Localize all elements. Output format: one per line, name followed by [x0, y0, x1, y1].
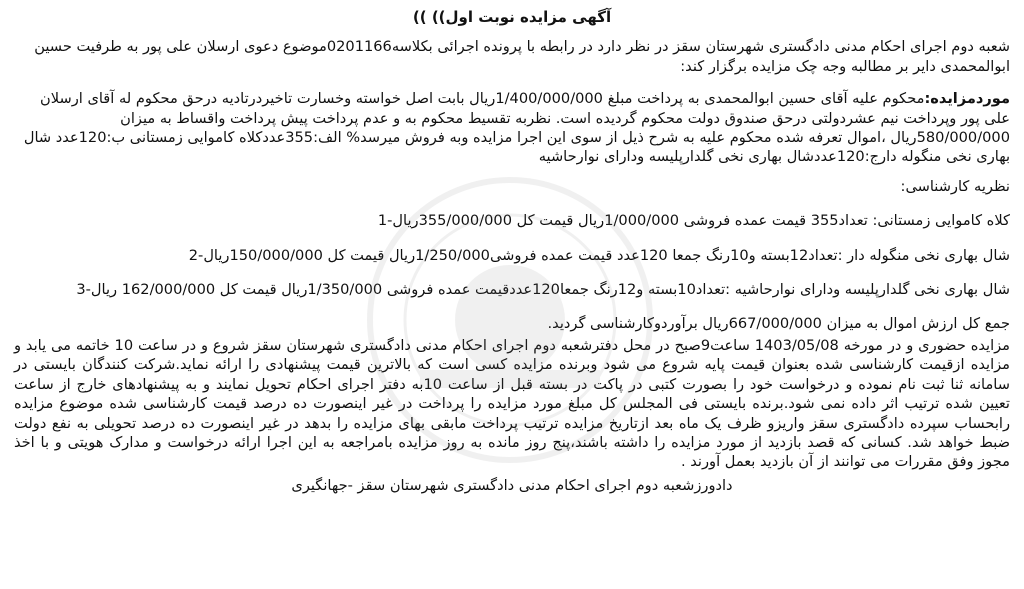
expert-item-3: شال بهاری نخی گلدارپلیسه ودارای نوارحاشیه :تعداد10بسته و12رنگ جمعا120عددقیمت عمده فروشی 1/350/000ریال قیمت کل 162/000/000 ریال-3 — [76, 281, 1010, 299]
expert-item-2: شال بهاری نخی منگوله دار :تعداد12بسته و10رنگ جمعا 120عدد قیمت عمده فروشی1/250/000ریال قیمت کل 150/000/000ریال-2 — [188, 246, 1010, 264]
expert-opinion-heading: نظریه کارشناسی: — [900, 177, 1010, 195]
signature-line: دادورزشعبه دوم اجرای احکام مدنی دادگستری شهرستان سقز -جهانگیری — [291, 476, 733, 494]
total-valuation: جمع کل ارزش اموال به میزان 667/000/000ریال برآوردوکارشناسی گردید. — [547, 315, 1010, 333]
expert-item-1: کلاه کاموایی زمستانی: تعداد355 قیمت عمده فروشی 1/000/000ریال قیمت کل 355/000/000ریال-1 — [377, 212, 1010, 230]
auction-terms-paragraph: مزایده حضوری و در مورخه 1403/05/08 ساعت9صبح در محل دفترشعبه دوم اجرای احکام مدنی دادگستری شهرستان سقز شروع و در ساعت 10 خاتمه می یابد و مزایده ازقیمت کارشناسی شده بعنوان قیمت پایه شروع می شود وبرنده مزایده کسی است که بالاترین قیمت پیشنهادی را ارائه نماید.شرکت کنندگان بایستی در سامانه ثنا ثبت نام نموده و درخواست خود را بصورت کتبی در پاکت در بسته قبل از ساعت 10به دفتر اجرای احکام تحویل نمایند و به پیشنهادهای خارج از ساعت تعیین شده ترتیب اثر داده نمی شود.برنده بایستی فی المجلس کل مبلغ مورد مزایده را پرداخت در غیر اینصورت ده درصد قیمت کارشناسی شده موضوع مزایده رابحساب سپرده دادگستری سقز واریزو ظرف یک ماه بعد ازتاریخ مزایده ترتیب پرداخت مابقی بهای مزایده را بدهد در غیر اینصورت ده درصد تحویلی به نفع دولت ضبط خواهد شد. کسانی که قصد بازدید از مورد مزایده را داشته باشند،پنج روز مانده به روز مزایده بامراجعه به این اجرا ارائه درخواست و مدارک هویتی و با اخذ مجوز وفق مقررات می توانند از آن بازدید بعمل آورند . — [14, 336, 1011, 471]
auction-subject-label: موردمزایده: — [924, 90, 1010, 108]
auction-subject-text: محکوم علیه آقای حسین ابوالمحمدی به پرداخت مبلغ 1/400/000/000ریال بابت اصل خواسته وخسارت تاخیردرتادیه درحق محکوم له آقای ارسلان علی پور وپرداخت نیم عشردولتی درحق صندوق دولت محکوم گردیده است. نظربه تقسیط محکوم به و عدم پرداخت پیش پرداخت واقساط به میزان 580/000/000ریال ،اموال تعرفه شده محکوم علیه به شرح ذیل از سوی این اجرا مزایده وبه فروش میرسد% الف:355عددکلاه کاموایی زمستانی ب:120عدد شال بهاری نخی منگوله دارج:120عددشال بهاری نخی گلدارپلیسه ودارای نوارحاشیه — [23, 90, 1010, 166]
notice-title: آگهی مزایده نوبت اول)) )) — [412, 8, 612, 26]
auction-subject-paragraph — [14, 89, 1010, 167]
intro-paragraph: شعبه دوم اجرای احکام مدنی دادگستری شهرستان سقز در نظر دارد در رابطه با پرونده اجرائی بکلاسه0201166موضوع دعوی ارسلان علی پور به طرفیت حسین ابوالمحمدی دایر بر مطالبه وجه چک مزایده برگزار کند: — [34, 38, 1010, 75]
